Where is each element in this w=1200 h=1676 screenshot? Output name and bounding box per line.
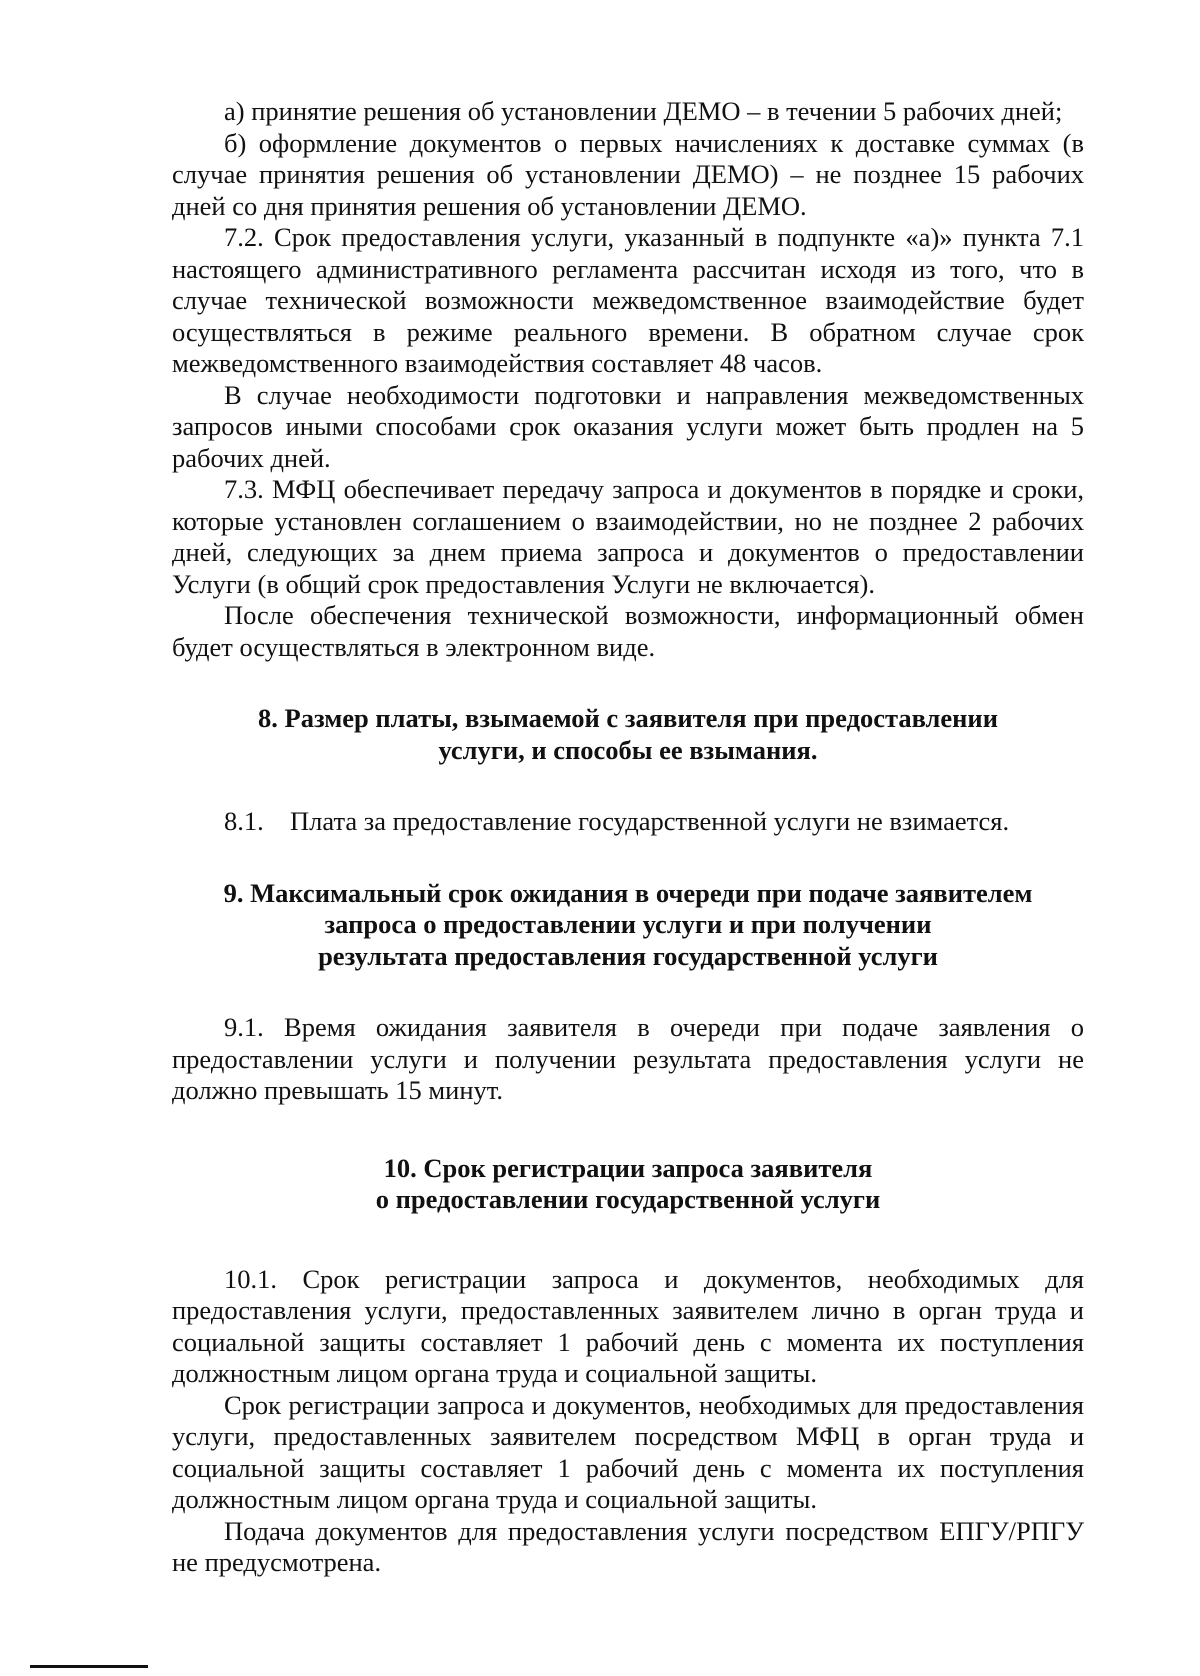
paragraph-interagency-requests: В случае необходимости подготовки и направления межведомственных запросов иными способами срок оказания услуги может быть продлен на 5 рабочих дней. <box>172 379 1084 473</box>
section-10-title-line-2: о предоставлении государственной услуги <box>375 1184 881 1214</box>
section-9-heading <box>172 878 1084 973</box>
paragraph-electronic-exchange: После обеспечения технической возможности, информационный обмен будет осуществляться в электронном виде. <box>172 600 1084 662</box>
section-10-title-line-1: 10. Срок регистрации запроса заявителя <box>383 1152 873 1183</box>
section-8-title-line-2: услуги, и способы ее взымания. <box>438 734 818 765</box>
section-9-title-line-1: 9. Максимальный срок ожидания в очереди при подаче заявителем <box>223 877 1033 908</box>
item-number-8-1: 8.1. <box>224 806 264 836</box>
paragraph-mfc-registration: Срок регистрации запроса и документов, необходимых для предоставления услуги, предоставленных заявителем посредством МФЦ в орган труда и социальной защиты составляет 1 рабочий день с момента их поступления должностным лицом органа труда и социальной защиты. <box>172 1389 1084 1514</box>
section-9-title-line-3: результата предоставления государственной услуги <box>318 940 938 971</box>
paragraph-9-1: 9.1. Время ожидания заявителя в очереди при подаче заявления о предоставлении услуги и получении результата предоставления услуги не должно превышать 15 минут. <box>172 1012 1084 1105</box>
paragraph-epgu-rpgu: Подача документов для предоставления услуги посредством ЕПГУ/РПГУ не предусмотрена. <box>172 1515 1084 1577</box>
document-page <box>172 96 1084 1579</box>
section-9-title-line-2: запроса о предоставлении услуги и при получении <box>324 909 932 939</box>
section-8-title-line-1: 8. Размер платы, взымаемой с заявителя при предоставлении <box>258 703 998 733</box>
paragraph-10-1: 10.1. Срок регистрации запроса и документов, необходимых для предоставления услуги, предоставленных заявителем лично в орган труда и социальной защиты составляет 1 рабочий день с момента их поступления должностным лицом органа труда и социальной защиты. <box>172 1263 1084 1388</box>
paragraph-7-2: 7.2. Срок предоставления услуги, указанный в подпункте «а)» пункта 7.1 настоящего административного регламента рассчитан исходя из того, что в случае технической возможности межведомственное взаимодействие будет осуществляться в режиме реального времени. В обратном случае срок межведомственного взаимодействия составляет 48 часов. <box>172 222 1084 378</box>
section-10-heading <box>172 1153 1084 1216</box>
paragraph-8-1 <box>224 806 1084 838</box>
footer-rule <box>30 1665 148 1668</box>
section-8-heading <box>172 703 1084 766</box>
paragraph-7-3: 7.3. МФЦ обеспечивает передачу запроса и документов в порядке и сроки, которые установлен соглашением о взаимодействии, но не позднее 2 рабочих дней, следующих за днем приема запроса и документов о предоставлении Услуги (в общий срок предоставления Услуги не включается). <box>172 474 1084 599</box>
paragraph-demo-decision: а) принятие решения об установлении ДЕМО – в течении 5 рабочих дней; <box>224 96 1063 126</box>
paragraph-demo-documents: б) оформление документов о первых начислениях к доставке суммах (в случае принятия решения об установлении ДЕМО) – не позднее 15 рабочих дней со дня принятия решения об установлении ДЕМО. <box>172 127 1084 221</box>
item-text-8-1: Плата за предоставление государственной услуги не взимается. <box>290 806 1010 836</box>
